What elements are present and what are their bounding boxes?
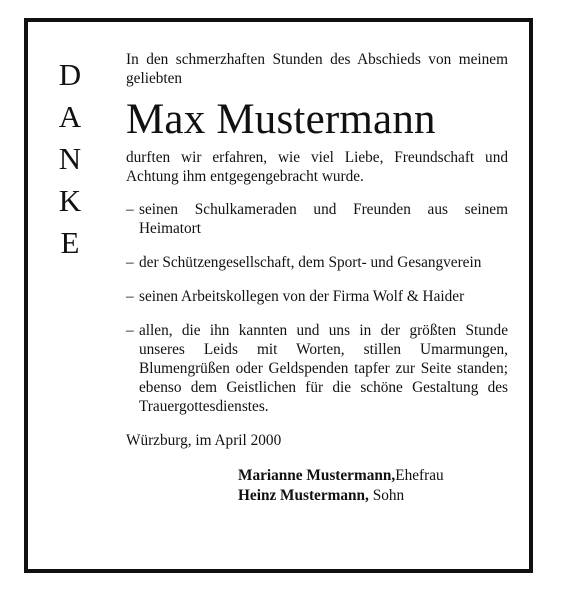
thanks-list bbox=[126, 200, 508, 416]
list-item bbox=[126, 287, 508, 306]
signer-role: Sohn bbox=[368, 487, 405, 504]
signer-line bbox=[238, 466, 508, 486]
signer-line bbox=[238, 486, 508, 506]
list-dash: – bbox=[126, 288, 134, 305]
signer-name: Marianne Mustermann, bbox=[238, 467, 396, 484]
list-item bbox=[126, 253, 508, 272]
list-item bbox=[126, 321, 508, 416]
list-item-text: seinen Schulkameraden und Freunden aus seinem Heimatort bbox=[139, 201, 508, 237]
deceased-name: Max Mustermann bbox=[126, 96, 436, 143]
signers bbox=[238, 466, 508, 506]
list-dash: – bbox=[126, 254, 134, 271]
after-name-text: durften wir erfahren, wie viel Liebe, Freundschaft und Achtung ihm entgegengebracht wurde. bbox=[126, 149, 508, 185]
danke-letter: A bbox=[58, 99, 82, 134]
signer-role: Ehefrau bbox=[395, 467, 444, 484]
danke-letter: D bbox=[58, 57, 82, 92]
danke-letter: K bbox=[58, 183, 82, 218]
list-item-text: seinen Arbeitskollegen von der Firma Wolf & Haider bbox=[139, 288, 465, 305]
place-date: Würzburg, im April 2000 bbox=[126, 432, 282, 449]
danke-vertical-heading bbox=[52, 54, 88, 264]
danke-letter: N bbox=[58, 141, 82, 176]
list-dash: – bbox=[126, 201, 134, 218]
list-dash: – bbox=[126, 322, 134, 339]
notice-body bbox=[126, 50, 508, 506]
danke-letter: E bbox=[60, 225, 80, 260]
signer-name: Heinz Mustermann, bbox=[238, 487, 369, 504]
list-item-text: allen, die ihn kannten und uns in der größten Stunde unseres Leids mit Worten, stillen Umarmungen, Blumengrüßen oder Geldspenden tapfer zur Seite standen; ebenso dem Geistlichen für die schöne Gestaltung des Trauergottesdienstes. bbox=[139, 322, 508, 415]
intro-text: In den schmerzhaften Stunden des Abschieds von meinem geliebten bbox=[126, 51, 508, 87]
list-item bbox=[126, 200, 508, 238]
list-item-text: der Schützengesellschaft, dem Sport- und Gesangverein bbox=[139, 254, 482, 271]
